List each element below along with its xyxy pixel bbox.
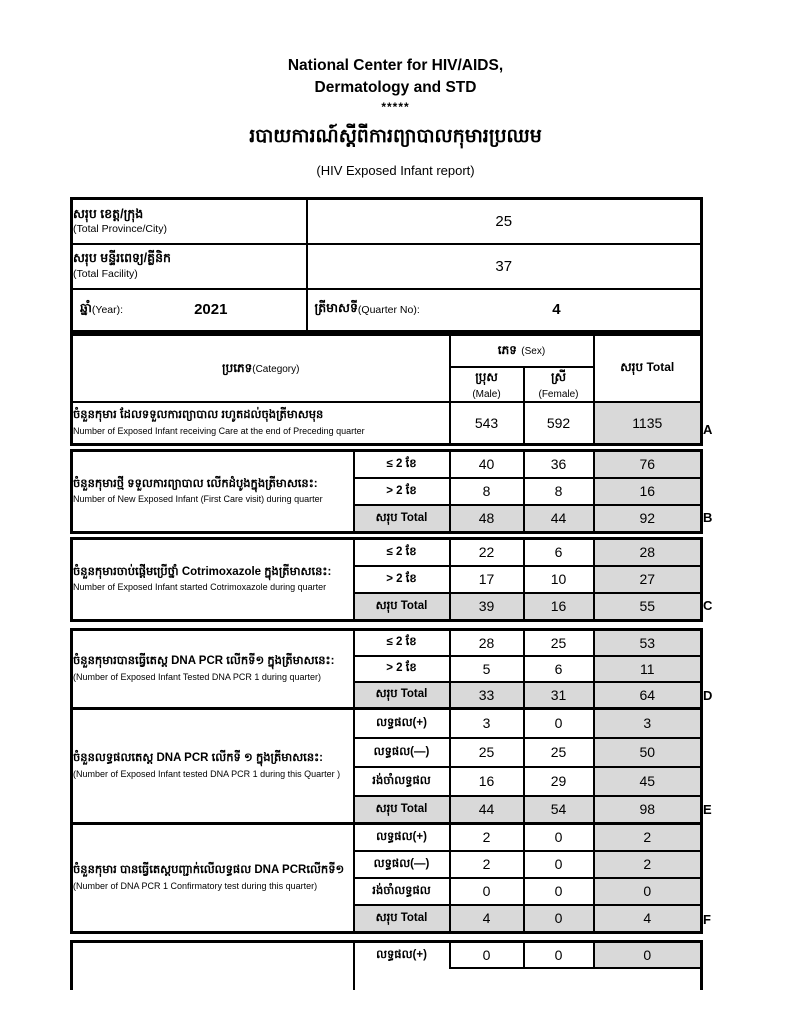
male-value: 22 bbox=[450, 539, 524, 566]
section-e-label-cell bbox=[72, 709, 354, 824]
male-value: 28 bbox=[450, 630, 524, 656]
female-value: 0 bbox=[524, 851, 594, 878]
male-value: 0 bbox=[450, 878, 524, 905]
section-f-label-en: (Number of DNA PCR 1 Confirmatory test during this quarter) bbox=[73, 880, 318, 891]
empty-cell bbox=[524, 968, 594, 990]
total-value: 27 bbox=[594, 566, 702, 593]
row-label: រង់ចាំលទ្ធផល bbox=[354, 878, 450, 905]
male-header-en: (Male) bbox=[472, 388, 501, 400]
quarter-value: 4 bbox=[552, 301, 561, 319]
total-header-km: សរុប bbox=[620, 360, 644, 375]
table-row bbox=[72, 942, 702, 968]
year-value: 2021 bbox=[194, 301, 228, 319]
table-row bbox=[72, 630, 702, 656]
section-a-male-value: 543 bbox=[450, 402, 524, 445]
row-label: លទ្ធផល(+) bbox=[354, 709, 450, 738]
male-value: 33 bbox=[450, 682, 524, 709]
total-value: 28 bbox=[594, 539, 702, 566]
male-value: 5 bbox=[450, 656, 524, 682]
female-header-km: ស្រី bbox=[551, 369, 566, 384]
row-label: > 2 ខែ bbox=[354, 478, 450, 505]
stars-divider: ***** bbox=[381, 99, 410, 114]
row-label: លទ្ធផល(+) bbox=[354, 942, 450, 968]
section-e-label-km: ចំនួនលទ្ធផលតេស្ដ DNA PCR លើកទី ១ ក្នុងត្រីមាសនេះ: bbox=[73, 752, 324, 765]
summary-row-year-quarter bbox=[72, 289, 702, 332]
female-value: 44 bbox=[524, 505, 594, 533]
row-label: សរុប Total bbox=[354, 682, 450, 709]
table-row bbox=[72, 402, 702, 445]
section-e-label-en: (Number of Exposed Infant tested DNA PCR 1 during this Quarter ) bbox=[73, 768, 341, 779]
province-total-value: 25 bbox=[307, 199, 702, 244]
female-value: 0 bbox=[524, 824, 594, 851]
section-letter-b: B bbox=[703, 510, 713, 525]
province-label-cell bbox=[72, 199, 307, 244]
row-label: លទ្ធផល(—) bbox=[354, 738, 450, 767]
female-value: 36 bbox=[524, 451, 594, 478]
row-label: សរុប Total bbox=[354, 593, 450, 621]
section-c-label-en: Number of Exposed Infant started Cotrimoxazole during quarter bbox=[73, 582, 327, 593]
row-label: ≤ 2 ខែ bbox=[354, 539, 450, 566]
section-a-label-km: ចំនួនកុមារ ដែលទទួលការព្យាបាល រហូតដល់ចុងត្រីមាសមុន bbox=[73, 409, 324, 422]
male-header-km: ប្រុស bbox=[475, 369, 498, 384]
male-value: 17 bbox=[450, 566, 524, 593]
female-value: 25 bbox=[524, 738, 594, 767]
total-value: 45 bbox=[594, 767, 702, 796]
table-row bbox=[72, 451, 702, 478]
section-g-label-cell bbox=[72, 942, 354, 968]
total-value: 2 bbox=[594, 851, 702, 878]
section-c-label-cell bbox=[72, 539, 354, 621]
province-label-km: សរុប ខេត្ត/ក្រុង bbox=[73, 206, 144, 221]
row-label: លទ្ធផល(+) bbox=[354, 824, 450, 851]
total-value: 55 bbox=[594, 593, 702, 621]
row-label: សរុប Total bbox=[354, 905, 450, 933]
female-value: 31 bbox=[524, 682, 594, 709]
male-value: 2 bbox=[450, 824, 524, 851]
female-header-en: (Female) bbox=[538, 388, 579, 400]
female-value: 54 bbox=[524, 796, 594, 824]
summary-row-facility bbox=[72, 244, 702, 289]
male-value: 4 bbox=[450, 905, 524, 933]
facility-total-value: 37 bbox=[307, 244, 702, 289]
section-d-table bbox=[70, 628, 703, 710]
section-f-label-km: ចំនួនកុមារ បានធ្វើតេស្ដបញ្ជាក់លើលទ្ធផល DNA PCRលើកទី១ bbox=[73, 864, 345, 877]
category-header-km: ប្រភេទ bbox=[222, 360, 253, 375]
male-value: 40 bbox=[450, 451, 524, 478]
empty-cell bbox=[594, 968, 702, 990]
row-label: ≤ 2 ខែ bbox=[354, 451, 450, 478]
report-subtitle: (HIV Exposed Infant report) bbox=[316, 162, 475, 178]
row-label: លទ្ធផល(—) bbox=[354, 851, 450, 878]
total-value: 4 bbox=[594, 905, 702, 933]
empty-cell bbox=[354, 968, 450, 990]
header-row-1 bbox=[72, 335, 702, 367]
male-value: 16 bbox=[450, 767, 524, 796]
male-value: 48 bbox=[450, 505, 524, 533]
total-value: 53 bbox=[594, 630, 702, 656]
table-row bbox=[72, 824, 702, 851]
quarter-cell bbox=[307, 289, 702, 332]
female-value: 0 bbox=[524, 942, 594, 968]
male-value: 0 bbox=[450, 942, 524, 968]
section-b-label-en: Number of New Exposed Infant (First Care visit) during quarter bbox=[73, 494, 323, 505]
section-f-table bbox=[70, 822, 703, 934]
male-value: 2 bbox=[450, 851, 524, 878]
year-cell bbox=[72, 289, 307, 332]
year-label-en: (Year): bbox=[91, 303, 124, 316]
male-value: 8 bbox=[450, 478, 524, 505]
total-value: 98 bbox=[594, 796, 702, 824]
total-value: 2 bbox=[594, 824, 702, 851]
total-value: 0 bbox=[594, 878, 702, 905]
female-value: 16 bbox=[524, 593, 594, 621]
quarter-label-en: (Quarter No): bbox=[357, 303, 420, 316]
row-label: សរុប Total bbox=[354, 796, 450, 824]
female-value: 0 bbox=[524, 709, 594, 738]
total-value: 11 bbox=[594, 656, 702, 682]
female-header-cell bbox=[524, 367, 594, 402]
quarter-label-km: ត្រីមាសទី bbox=[314, 300, 358, 315]
table-row bbox=[72, 539, 702, 566]
male-header-cell bbox=[450, 367, 524, 402]
document-header bbox=[0, 55, 791, 178]
section-letter-e: E bbox=[703, 802, 712, 817]
section-c-label-km: ចំនួនកុមារចាប់ផ្ដើមប្រើថ្នាំ Cotrimoxazole ក្នុងត្រីមាសនេះ: bbox=[73, 565, 332, 578]
section-d-label-cell bbox=[72, 630, 354, 709]
section-b-label-cell bbox=[72, 451, 354, 533]
section-d-label-en: (Number of Exposed Infant Tested DNA PCR 1 during quarter) bbox=[73, 671, 321, 682]
total-value: 64 bbox=[594, 682, 702, 709]
report-title-khmer: របាយការណ៍ស្ដីពីការព្យាបាលកុមារប្រឈម bbox=[249, 126, 542, 148]
section-e-table bbox=[70, 707, 703, 825]
section-a-label-cell bbox=[72, 402, 450, 445]
section-c-table bbox=[70, 537, 703, 622]
section-g-table bbox=[70, 940, 703, 990]
female-value: 8 bbox=[524, 478, 594, 505]
section-g-label-cell-continuation bbox=[72, 968, 354, 990]
facility-label-en: (Total Facility) bbox=[73, 267, 138, 280]
table-row bbox=[72, 709, 702, 738]
row-label: រង់ចាំលទ្ធផល bbox=[354, 767, 450, 796]
male-value: 44 bbox=[450, 796, 524, 824]
total-value: 76 bbox=[594, 451, 702, 478]
sex-header-km: ភេទ bbox=[497, 343, 517, 358]
total-value: 92 bbox=[594, 505, 702, 533]
row-label: > 2 ខែ bbox=[354, 656, 450, 682]
section-a-total-value: 1135 bbox=[594, 402, 702, 445]
total-header-cell bbox=[594, 335, 702, 402]
section-letter-d: D bbox=[703, 688, 713, 703]
total-value: 16 bbox=[594, 478, 702, 505]
empty-cell bbox=[450, 968, 524, 990]
female-value: 0 bbox=[524, 905, 594, 933]
facility-label-cell bbox=[72, 244, 307, 289]
section-b-label-km: ចំនួនកុមារថ្មី ទទួលការព្យាបាល លើកដំបូងក្នុងត្រីមាសនេះ: bbox=[73, 477, 318, 490]
total-header-en: Total bbox=[646, 360, 675, 375]
sex-header-en: (Sex) bbox=[521, 346, 546, 358]
female-value: 6 bbox=[524, 656, 594, 682]
section-d-label-km: ចំនួនកុមារបានធ្វើតេស្ដ DNA PCR លើកទី១ ក្នុងត្រីមាសនេះ: bbox=[73, 655, 335, 668]
sex-header-cell bbox=[450, 335, 594, 367]
male-value: 39 bbox=[450, 593, 524, 621]
female-value: 10 bbox=[524, 566, 594, 593]
section-b-table bbox=[70, 449, 703, 534]
section-f-label-cell bbox=[72, 824, 354, 933]
summary-table bbox=[70, 197, 703, 333]
male-value: 25 bbox=[450, 738, 524, 767]
female-value: 29 bbox=[524, 767, 594, 796]
total-value: 50 bbox=[594, 738, 702, 767]
province-label-en: (Total Province/City) bbox=[73, 223, 167, 236]
section-letter-f: F bbox=[703, 912, 711, 927]
female-value: 25 bbox=[524, 630, 594, 656]
summary-row-province bbox=[72, 199, 702, 244]
facility-label-km: សរុប មន្ទីរពេទ្យ/គ្លីនិក bbox=[73, 251, 171, 266]
section-letter-c: C bbox=[703, 598, 713, 613]
category-header-en: (Category) bbox=[252, 363, 300, 375]
org-name-line2: Dermatology and STD bbox=[314, 79, 477, 97]
section-letter-a: A bbox=[703, 422, 713, 437]
section-a-female-value: 592 bbox=[524, 402, 594, 445]
table-row-cutoff bbox=[72, 968, 702, 990]
row-label: > 2 ខែ bbox=[354, 566, 450, 593]
year-label-km: ឆ្នាំ bbox=[80, 300, 92, 315]
row-label: ≤ 2 ខែ bbox=[354, 630, 450, 656]
row-label: សរុប Total bbox=[354, 505, 450, 533]
category-header-cell bbox=[72, 335, 450, 402]
total-value: 3 bbox=[594, 709, 702, 738]
org-name-line1: National Center for HIV/AIDS, bbox=[287, 57, 504, 74]
section-a-label-en: Number of Exposed Infant receiving Care at the end of Preceding quarter bbox=[73, 425, 365, 436]
section-a-table bbox=[70, 333, 703, 446]
male-value: 3 bbox=[450, 709, 524, 738]
total-value: 0 bbox=[594, 942, 702, 968]
female-value: 6 bbox=[524, 539, 594, 566]
female-value: 0 bbox=[524, 878, 594, 905]
